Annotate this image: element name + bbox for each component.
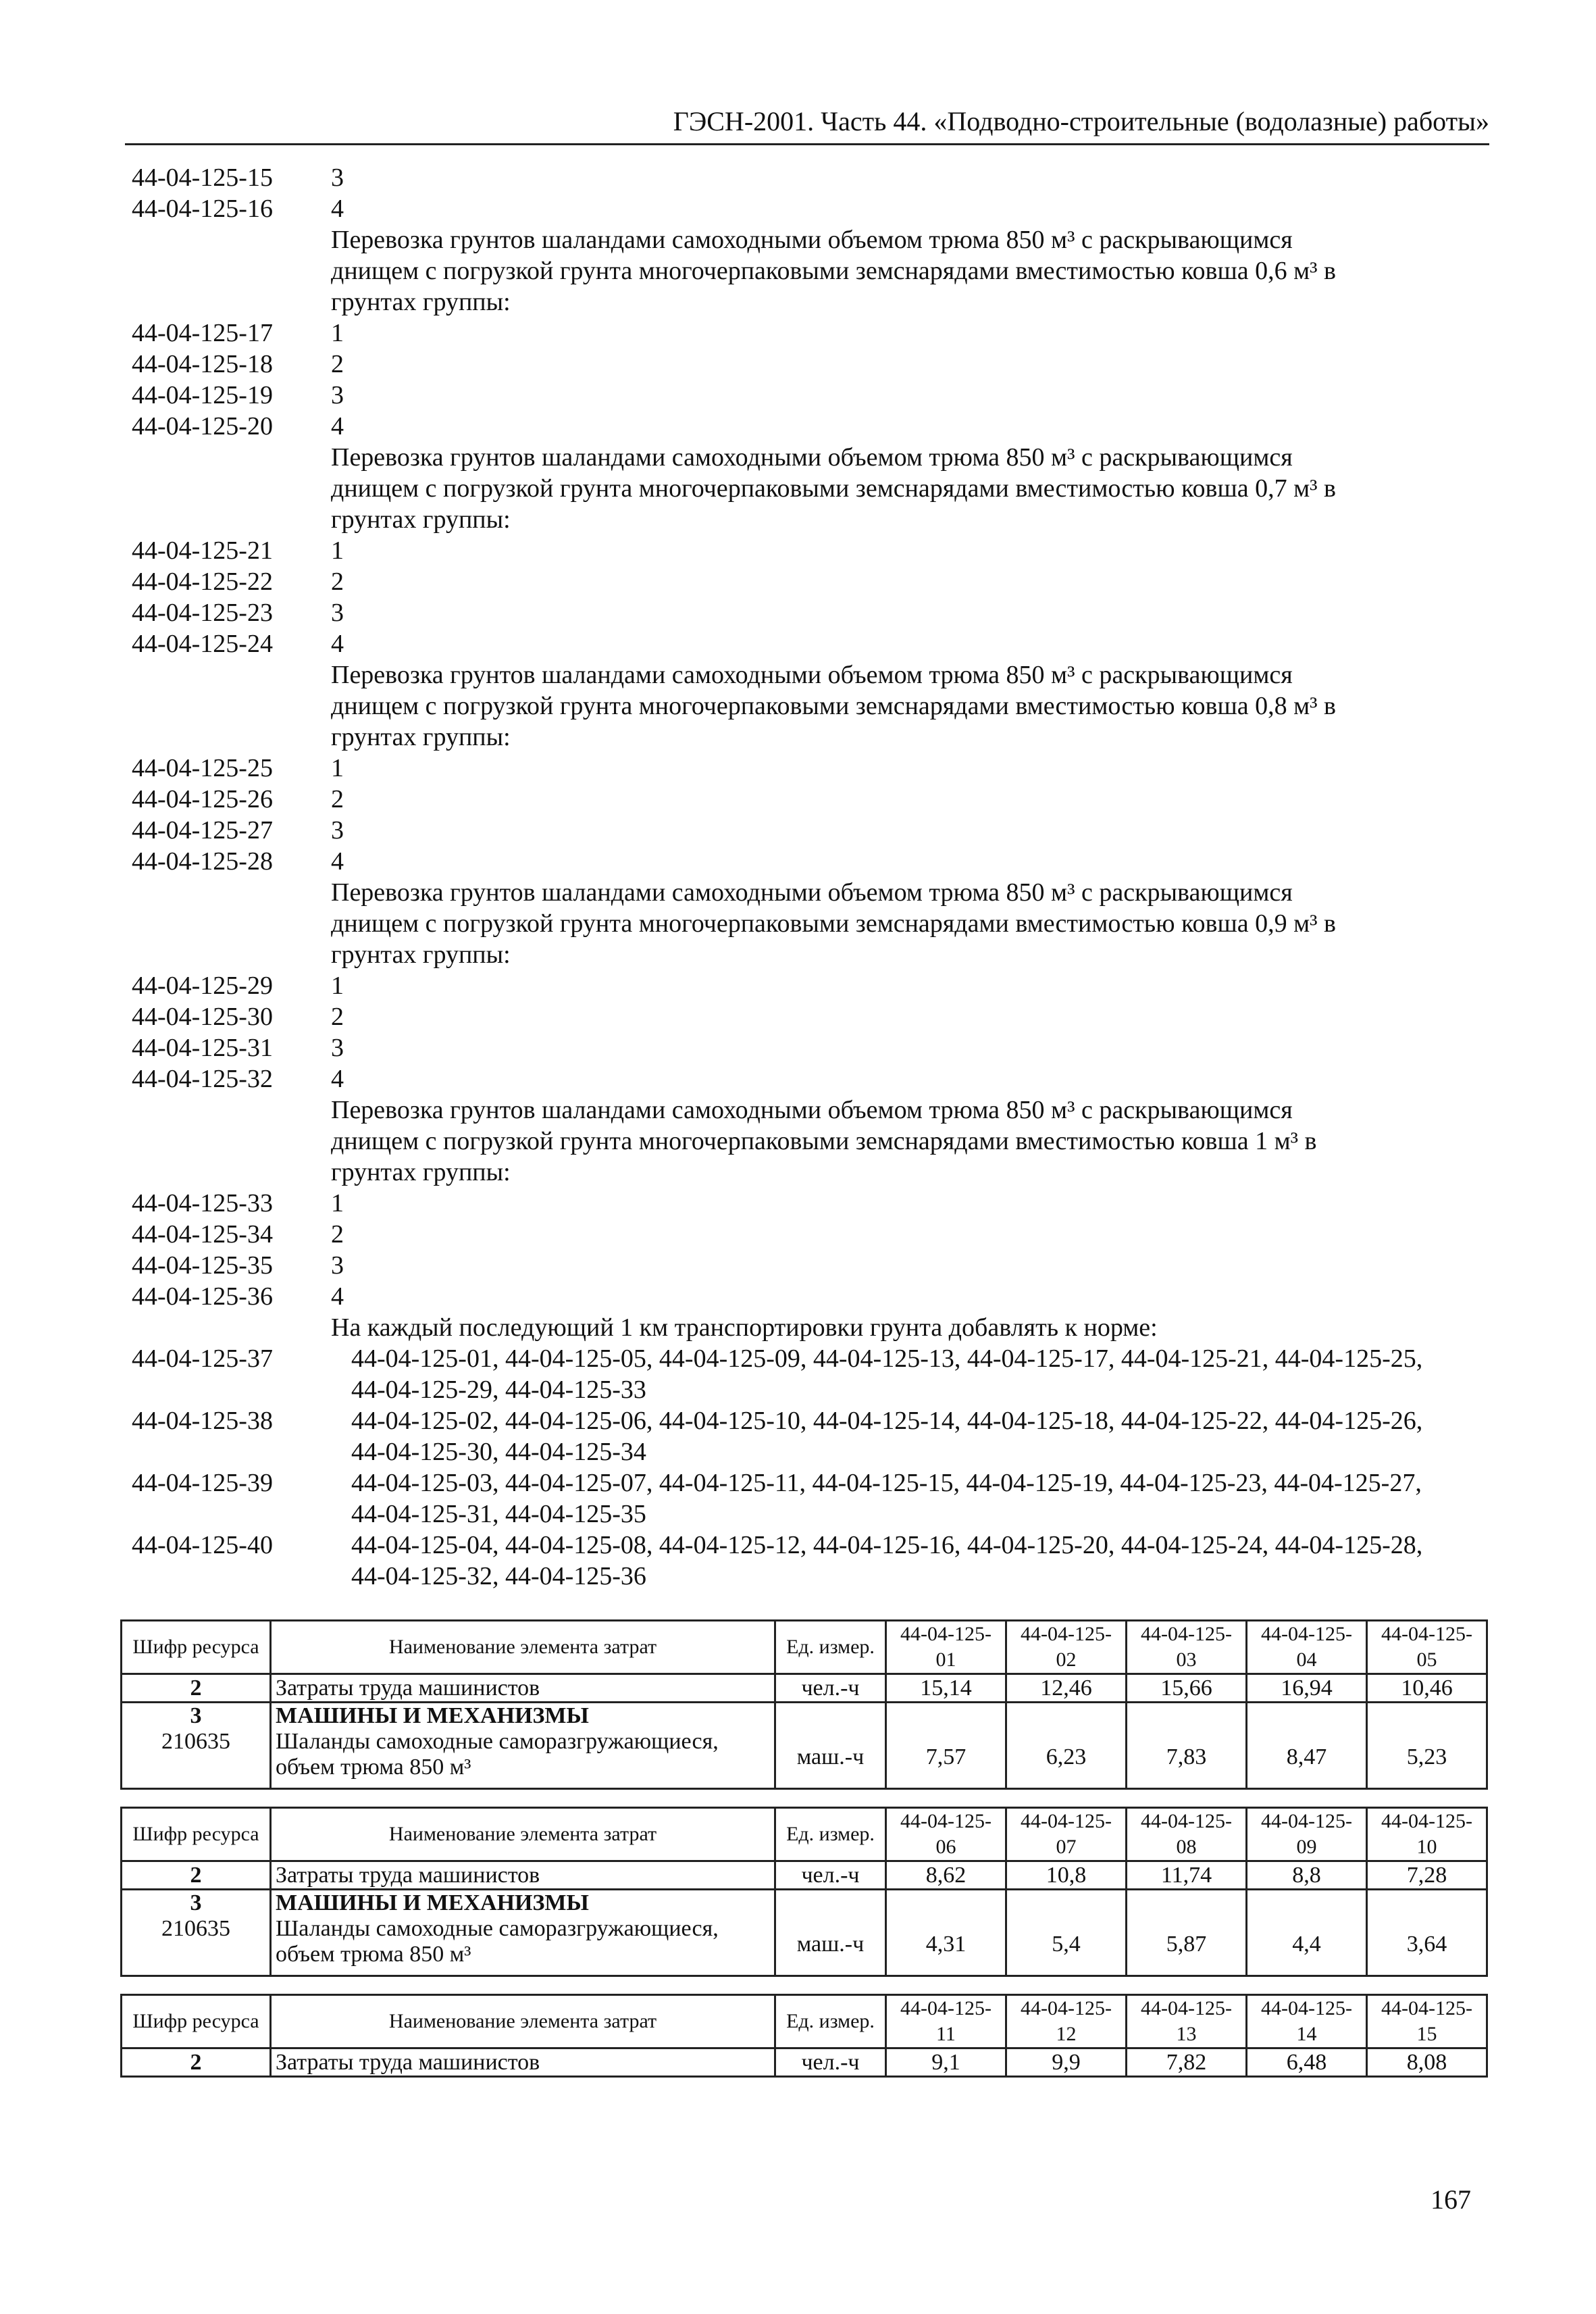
norm-code: 44-04-125-21 xyxy=(132,536,273,565)
norm-value: 6,23 xyxy=(1006,1703,1127,1789)
table-header-row xyxy=(122,1995,1487,2048)
norm-description-line: грунтах группы: xyxy=(331,505,511,534)
norm-code: 44-04-125-29 xyxy=(132,972,273,1000)
norm-description-line: грунтах группы: xyxy=(331,940,511,969)
soil-group-number: 2 xyxy=(331,350,344,378)
norm-code: 44-04-125-37 xyxy=(132,1344,273,1373)
resource-code: 210635 xyxy=(161,1729,230,1754)
document-title: ГЭСН-2001. Часть 44. «Подводно-строительные (водолазные) работы» xyxy=(673,106,1489,136)
norm-value: 15,66 xyxy=(1127,1674,1247,1703)
header-norm-code: 44-04-125-08 xyxy=(1127,1808,1247,1861)
norm-value: 11,74 xyxy=(1127,1861,1247,1890)
cost-element-name: Затраты труда машинистов xyxy=(271,1674,775,1703)
norm-row xyxy=(132,815,1476,846)
resource-cipher: 3 xyxy=(190,1703,202,1728)
unit: маш.-ч xyxy=(775,1890,886,1976)
norm-description-line: днищем с погрузкой грунта многочерпаковыми земснарядами вместимостью ковша 0,7 м³ в xyxy=(331,474,1336,503)
resource-name: Шаланды самоходные саморазгружающиеся, объем трюма 850 м³ xyxy=(276,1916,719,1967)
norm-row xyxy=(132,318,1476,349)
norm-row xyxy=(132,566,1476,597)
header-norm-code: 44-04-125-02 xyxy=(1006,1621,1127,1674)
resource-code: 210635 xyxy=(161,1916,230,1941)
norm-code: 44-04-125-26 xyxy=(132,785,273,813)
resource-cipher: 2 xyxy=(122,1674,271,1703)
base-norm-list: 44-04-125-02, 44-04-125-06, 44-04-125-10, 44-04-125-14, 44-04-125-18, 44-04-125-22, 44-04-125-26, 44-04-125-30, 44-04-125-34 xyxy=(351,1407,1423,1466)
norm-value: 7,82 xyxy=(1127,2048,1247,2077)
unit: чел.-ч xyxy=(775,1674,886,1703)
section-title: МАШИНЫ И МЕХАНИЗМЫ xyxy=(276,1890,589,1915)
soil-group-number: 4 xyxy=(331,195,344,223)
norm-row xyxy=(132,784,1476,815)
unit: чел.-ч xyxy=(775,2048,886,2077)
resource-cipher-cell xyxy=(122,1890,271,1976)
soil-group-number: 4 xyxy=(331,1282,344,1311)
header-norm-code: 44-04-125-06 xyxy=(886,1808,1006,1861)
norm-description-line: грунтах группы: xyxy=(331,723,511,751)
base-norm-list: 44-04-125-03, 44-04-125-07, 44-04-125-11, 44-04-125-15, 44-04-125-19, 44-04-125-23, 44-04-125-27, 44-04-125-31, 44-04-125-35 xyxy=(351,1469,1422,1528)
norm-value: 7,57 xyxy=(886,1703,1006,1789)
norm-code: 44-04-125-24 xyxy=(132,630,273,658)
soil-group-number: 3 xyxy=(331,1251,344,1280)
norm-row xyxy=(132,1001,1476,1032)
soil-group-number: 2 xyxy=(331,1220,344,1249)
norm-row xyxy=(132,535,1476,566)
norm-description-line: днищем с погрузкой грунта многочерпаковыми земснарядами вместимостью ковша 0,9 м³ в xyxy=(331,909,1336,938)
norm-description-line: Перевозка грунтов шаландами самоходными объемом трюма 850 м³ с раскрывающимся xyxy=(331,878,1293,907)
header-norm-code: 44-04-125-09 xyxy=(1247,1808,1367,1861)
header-resource-cipher: Шифр ресурса xyxy=(122,1995,271,2048)
norm-row xyxy=(132,1219,1476,1250)
table-row xyxy=(122,1703,1487,1789)
norm-row xyxy=(132,411,1476,442)
header-cost-element: Наименование элемента затрат xyxy=(271,1808,775,1861)
resource-cipher-cell xyxy=(122,1703,271,1789)
resource-table xyxy=(120,1994,1488,2078)
norm-code: 44-04-125-16 xyxy=(132,195,273,223)
header-cost-element: Наименование элемента затрат xyxy=(271,1995,775,2048)
norm-code: 44-04-125-23 xyxy=(132,599,273,627)
soil-group-number: 1 xyxy=(331,319,344,347)
header-norm-code: 44-04-125-15 xyxy=(1367,1995,1487,2048)
soil-group-number: 1 xyxy=(331,972,344,1000)
norm-value: 10,46 xyxy=(1367,1674,1487,1703)
norm-value: 16,94 xyxy=(1247,1674,1367,1703)
norm-value: 8,62 xyxy=(886,1861,1006,1890)
norm-row xyxy=(132,380,1476,411)
norm-description-line: днищем с погрузкой грунта многочерпаковыми земснарядами вместимостью ковша 0,6 м³ в xyxy=(331,257,1336,285)
header-norm-code: 44-04-125-03 xyxy=(1127,1621,1247,1674)
cost-element-name: Затраты труда машинистов xyxy=(271,1861,775,1890)
additional-intro: На каждый последующий 1 км транспортировки грунта добавлять к норме: xyxy=(331,1313,1158,1342)
header-norm-code: 44-04-125-04 xyxy=(1247,1621,1367,1674)
norm-row xyxy=(132,970,1476,1001)
norm-value: 5,4 xyxy=(1006,1890,1127,1976)
additional-row xyxy=(132,1405,1476,1467)
norm-row xyxy=(132,1188,1476,1219)
header-cost-element: Наименование элемента затрат xyxy=(271,1621,775,1674)
norm-code: 44-04-125-36 xyxy=(132,1282,273,1311)
soil-group-number: 3 xyxy=(331,1034,344,1062)
norm-description-line: Перевозка грунтов шаландами самоходными объемом трюма 850 м³ с раскрывающимся xyxy=(331,661,1293,689)
norm-code: 44-04-125-18 xyxy=(132,350,273,378)
section-title: МАШИНЫ И МЕХАНИЗМЫ xyxy=(276,1703,589,1728)
header-resource-cipher: Шифр ресурса xyxy=(122,1808,271,1861)
norm-code: 44-04-125-25 xyxy=(132,754,273,782)
norm-code: 44-04-125-27 xyxy=(132,816,273,845)
additional-row xyxy=(132,1530,1476,1592)
norm-listing xyxy=(132,162,1476,1592)
norm-row xyxy=(132,1032,1476,1063)
table-row xyxy=(122,2048,1487,2077)
resource-cipher: 2 xyxy=(122,1861,271,1890)
header-unit: Ед. измер. xyxy=(775,1995,886,2048)
norm-value: 9,9 xyxy=(1006,2048,1127,2077)
header-norm-code: 44-04-125-11 xyxy=(886,1995,1006,2048)
norm-row xyxy=(132,1281,1476,1312)
table-row xyxy=(122,1890,1487,1976)
resource-cipher: 3 xyxy=(190,1890,202,1915)
norm-code: 44-04-125-19 xyxy=(132,381,273,409)
norm-code: 44-04-125-38 xyxy=(132,1407,273,1435)
table-row xyxy=(122,1674,1487,1703)
norm-code: 44-04-125-28 xyxy=(132,847,273,876)
norm-value: 8,08 xyxy=(1367,2048,1487,2077)
norm-description-line: грунтах группы: xyxy=(331,288,511,316)
soil-group-number: 3 xyxy=(331,381,344,409)
soil-group-number: 3 xyxy=(331,816,344,845)
norm-code: 44-04-125-35 xyxy=(132,1251,273,1280)
norm-code: 44-04-125-30 xyxy=(132,1003,273,1031)
norm-value: 5,23 xyxy=(1367,1703,1487,1789)
header-norm-code: 44-04-125-12 xyxy=(1006,1995,1127,2048)
soil-group-number: 2 xyxy=(331,785,344,813)
norm-row xyxy=(132,597,1476,628)
norm-code: 44-04-125-39 xyxy=(132,1469,273,1497)
soil-group-number: 3 xyxy=(331,164,344,192)
norm-row xyxy=(132,628,1476,659)
soil-group-number: 3 xyxy=(331,599,344,627)
table-header-row xyxy=(122,1808,1487,1861)
header-norm-code: 44-04-125-13 xyxy=(1127,1995,1247,2048)
resource-table xyxy=(120,1619,1488,1790)
norm-value: 5,87 xyxy=(1127,1890,1247,1976)
resource-table xyxy=(120,1807,1488,1977)
soil-group-number: 4 xyxy=(331,412,344,441)
header-unit: Ед. измер. xyxy=(775,1621,886,1674)
header-norm-code: 44-04-125-01 xyxy=(886,1621,1006,1674)
header-resource-cipher: Шифр ресурса xyxy=(122,1621,271,1674)
additional-row xyxy=(132,1343,1476,1405)
soil-group-number: 1 xyxy=(331,536,344,565)
table-row xyxy=(122,1861,1487,1890)
unit: маш.-ч xyxy=(775,1703,886,1789)
norm-description-line: Перевозка грунтов шаландами самоходными объемом трюма 850 м³ с раскрывающимся xyxy=(331,1096,1293,1124)
norm-value: 7,83 xyxy=(1127,1703,1247,1789)
cost-element-name: Затраты труда машинистов xyxy=(271,2048,775,2077)
soil-group-number: 2 xyxy=(331,1003,344,1031)
norm-code: 44-04-125-40 xyxy=(132,1531,273,1559)
resource-cipher: 2 xyxy=(122,2048,271,2077)
norm-row xyxy=(132,846,1476,877)
norm-code: 44-04-125-33 xyxy=(132,1189,273,1217)
norm-row xyxy=(132,1250,1476,1281)
header-norm-code: 44-04-125-10 xyxy=(1367,1808,1487,1861)
header-norm-code: 44-04-125-05 xyxy=(1367,1621,1487,1674)
norm-code: 44-04-125-34 xyxy=(132,1220,273,1249)
norm-value: 12,46 xyxy=(1006,1674,1127,1703)
norm-value: 10,8 xyxy=(1006,1861,1127,1890)
additional-row xyxy=(132,1467,1476,1530)
header-norm-code: 44-04-125-07 xyxy=(1006,1808,1127,1861)
norm-value: 9,1 xyxy=(886,2048,1006,2077)
norm-code: 44-04-125-17 xyxy=(132,319,273,347)
norm-row xyxy=(132,193,1476,224)
cost-element-cell xyxy=(271,1890,775,1976)
norm-value: 15,14 xyxy=(886,1674,1006,1703)
norm-description-line: Перевозка грунтов шаландами самоходными объемом трюма 850 м³ с раскрывающимся xyxy=(331,443,1293,472)
norm-code: 44-04-125-32 xyxy=(132,1065,273,1093)
norm-value: 8,47 xyxy=(1247,1703,1367,1789)
norm-row xyxy=(132,349,1476,380)
base-norm-list: 44-04-125-01, 44-04-125-05, 44-04-125-09, 44-04-125-13, 44-04-125-17, 44-04-125-21, 44-04-125-25, 44-04-125-29, 44-04-125-33 xyxy=(351,1344,1423,1404)
norm-code: 44-04-125-15 xyxy=(132,164,273,192)
norm-code: 44-04-125-20 xyxy=(132,412,273,441)
soil-group-number: 1 xyxy=(331,1189,344,1217)
norm-row xyxy=(132,162,1476,193)
soil-group-number: 4 xyxy=(331,630,344,658)
norm-value: 3,64 xyxy=(1367,1890,1487,1976)
norm-row xyxy=(132,1063,1476,1095)
norm-description-line: днищем с погрузкой грунта многочерпаковыми земснарядами вместимостью ковша 1 м³ в xyxy=(331,1127,1317,1155)
soil-group-number: 4 xyxy=(331,1065,344,1093)
page-number: 167 xyxy=(1431,2184,1471,2215)
norm-description-line: грунтах группы: xyxy=(331,1158,511,1186)
unit: чел.-ч xyxy=(775,1861,886,1890)
norm-row xyxy=(132,753,1476,784)
header-norm-code: 44-04-125-14 xyxy=(1247,1995,1367,2048)
soil-group-number: 1 xyxy=(331,754,344,782)
norm-code: 44-04-125-31 xyxy=(132,1034,273,1062)
norm-description-line: днищем с погрузкой грунта многочерпаковыми земснарядами вместимостью ковша 0,8 м³ в xyxy=(331,692,1336,720)
norm-value: 4,4 xyxy=(1247,1890,1367,1976)
cost-element-cell xyxy=(271,1703,775,1789)
norm-value: 8,8 xyxy=(1247,1861,1367,1890)
norm-value: 6,48 xyxy=(1247,2048,1367,2077)
soil-group-number: 4 xyxy=(331,847,344,876)
table-header-row xyxy=(122,1621,1487,1674)
base-norm-list: 44-04-125-04, 44-04-125-08, 44-04-125-12, 44-04-125-16, 44-04-125-20, 44-04-125-24, 44-04-125-28, 44-04-125-32, 44-04-125-36 xyxy=(351,1531,1423,1590)
norm-value: 4,31 xyxy=(886,1890,1006,1976)
soil-group-number: 2 xyxy=(331,568,344,596)
page-header xyxy=(125,101,1489,145)
resource-name: Шаланды самоходные саморазгружающиеся, объем трюма 850 м³ xyxy=(276,1729,719,1780)
norm-description-line: Перевозка грунтов шаландами самоходными объемом трюма 850 м³ с раскрывающимся xyxy=(331,226,1293,254)
norm-value: 7,28 xyxy=(1367,1861,1487,1890)
header-unit: Ед. измер. xyxy=(775,1808,886,1861)
norm-code: 44-04-125-22 xyxy=(132,568,273,596)
